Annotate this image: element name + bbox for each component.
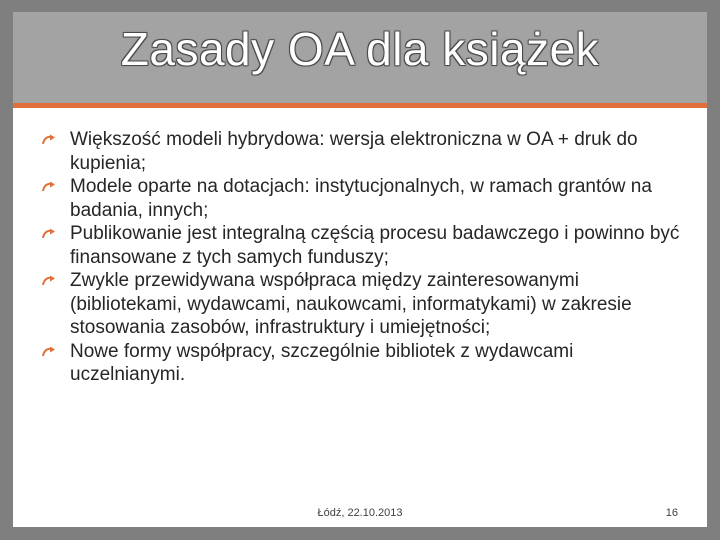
curved-arrow-icon xyxy=(42,181,56,193)
curved-arrow-icon xyxy=(42,228,56,240)
bullet-text: Zwykle przewidywana współpraca między zainteresowanymi (bibliotekami, wydawcami, naukowcami, informatykami) w zakresie stosowania zasobów, infrastruktury i umiejętności; xyxy=(70,270,632,338)
bullet-text: Większość modeli hybrydowa: wersja elektroniczna w OA + druk do kupienia; xyxy=(70,129,638,174)
bullet-item xyxy=(42,340,682,387)
bullet-text: Publikowanie jest integralną częścią procesu badawczego i powinno być finansowane z tych samych funduszy; xyxy=(70,223,680,268)
bullet-text: Nowe formy współpracy, szczególnie bibliotek z wydawcami uczelnianymi. xyxy=(70,340,574,385)
page-number: 16 xyxy=(665,507,678,519)
bullet-item xyxy=(42,128,682,175)
accent-divider xyxy=(13,103,707,108)
slide-title: Zasady OA dla książek xyxy=(120,23,600,75)
bullet-text: Modele oparte na dotacjach: instytucjonalnych, w ramach grantów na badania, innych; xyxy=(70,176,652,221)
bullet-item xyxy=(42,269,682,340)
curved-arrow-icon xyxy=(42,346,56,358)
curved-arrow-icon xyxy=(42,275,56,287)
bullet-item xyxy=(42,222,682,269)
footer-date: Łódź, 22.10.2013 xyxy=(317,507,403,519)
bullet-item xyxy=(42,175,682,222)
bullet-list xyxy=(42,128,682,387)
curved-arrow-icon xyxy=(42,134,56,146)
